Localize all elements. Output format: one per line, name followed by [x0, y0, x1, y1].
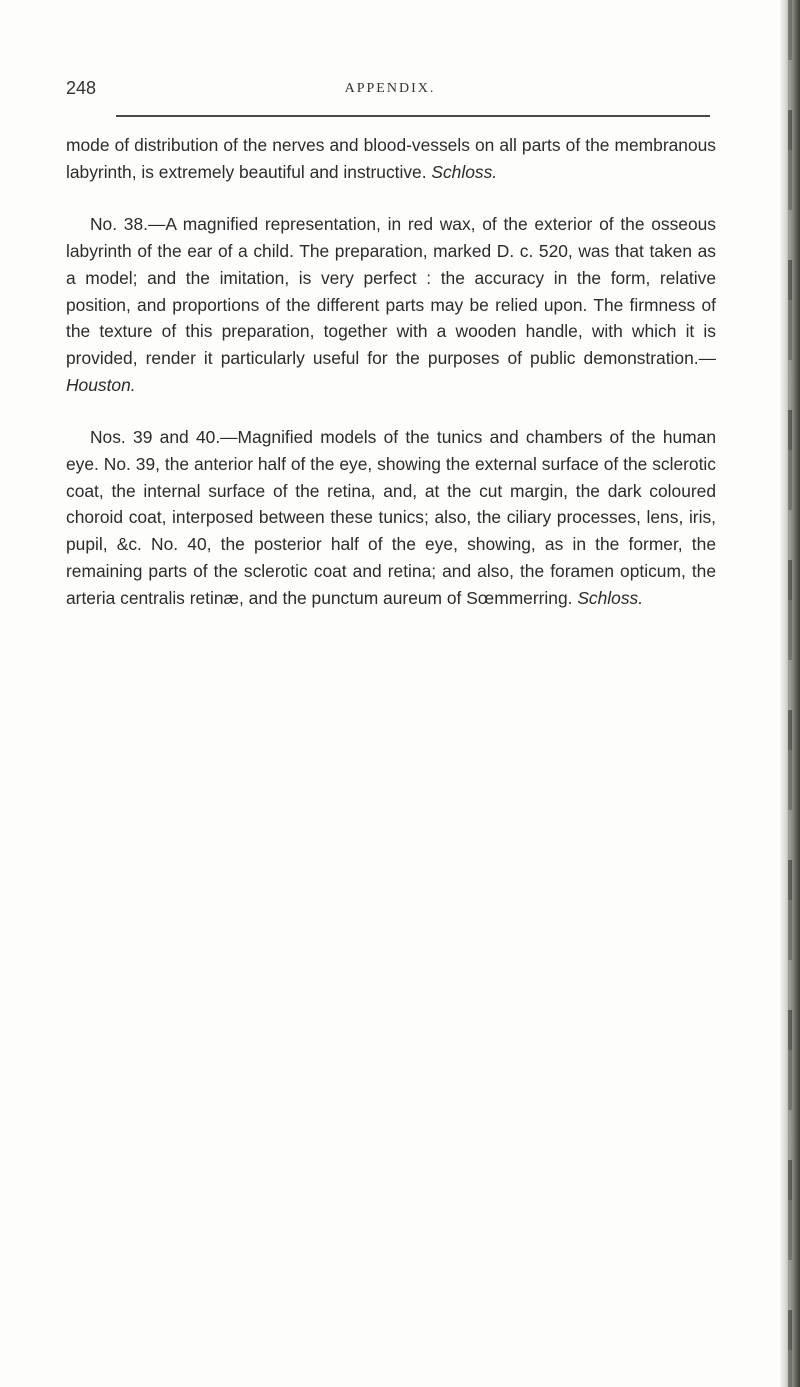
author-attribution: Houston. [66, 374, 136, 395]
page-edge-shadow [780, 0, 800, 1387]
running-head: APPENDIX. [344, 81, 436, 96]
paragraph-text: mode of distribution of the nerves and blood-vessels on all parts of the membranous labyrinth, is extremely beautiful and instructive. [66, 135, 716, 182]
paragraph-nos-39-40 [66, 424, 716, 611]
paragraph-text: No. 38.—A magnified representation, in red wax, of the exterior of the osseous labyrinth of the ear of a child. The preparation, marked D. c. 520, was that taken as a model; and the imitation, is very perfect : the accuracy in the form, relative position, and proportions of the different parts may be relied upon. The firmness of the texture of this preparation, together with a wooden handle, with which it is provided, render it particularly useful for the purposes of public demonstration.— [66, 214, 716, 368]
paragraph-text: Nos. 39 and 40.—Magnified models of the tunics and chambers of the human eye. No. 39, the anterior half of the eye, showing the external surface of the sclerotic coat, the internal surface of the retina, and, at the cut margin, the dark coloured choroid coat, interposed between these tunics; also, the ciliary processes, lens, iris, pupil, &c. No. 40, the posterior half of the eye, showing, as in the former, the remaining parts of the sclerotic coat and retina; and also, the foramen opticum, the arteria centralis retinæ, and the punctum aureum of Sœmmerring. [66, 427, 716, 608]
author-attribution: Schloss. [431, 161, 498, 182]
header-rule [116, 115, 710, 117]
paragraph-continuation [66, 132, 716, 185]
paragraph-no-38 [66, 211, 716, 398]
page-header [66, 78, 714, 104]
author-attribution: Schloss. [577, 587, 644, 608]
page-number: 248 [66, 78, 97, 98]
body-text [66, 132, 716, 611]
